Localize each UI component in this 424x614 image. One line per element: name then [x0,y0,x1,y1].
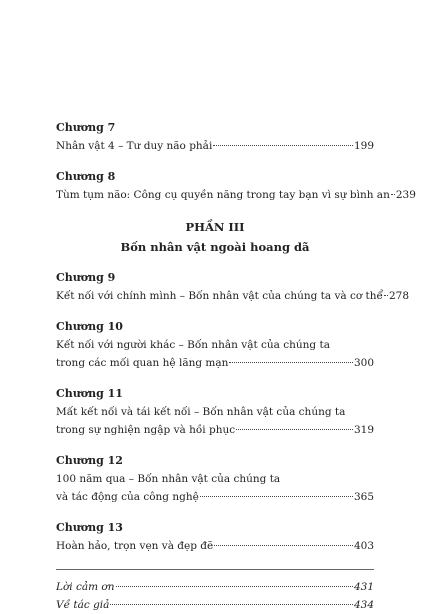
page-number: 300 [353,357,374,369]
entry-title: Lời cảm ơn [56,581,115,593]
dot-leader [384,295,388,296]
chapter-label: Chương 8 [56,170,116,183]
toc-chapter-10 [56,319,374,372]
toc-chapter-13 [56,520,374,555]
part-subtitle: Bốn nhân vật ngoài hoang dã [120,240,310,254]
part-heading [56,218,374,256]
toc-entry-acknowledgements [56,578,374,596]
toc-chapter-11 [56,386,374,439]
entry-title: Hoàn hảo, trọn vẹn và đẹp đẽ [56,540,214,552]
dot-leader [116,586,353,587]
toc-entry [56,421,374,439]
page-number: 278 [389,290,410,302]
toc-entry-about-author [56,596,374,614]
dot-leader [236,429,353,430]
page-number: 319 [353,424,374,436]
toc-entry [56,287,410,305]
entry-title: Nhân vật 4 – Tư duy não phải [56,140,213,152]
entry-title-line: Kết nối với người khác – Bốn nhân vật của chúng ta [56,339,330,351]
page-number: 403 [353,540,374,552]
entry-title: trong các mối quan hệ lãng mạn [56,357,229,369]
section-divider [56,569,374,570]
chapter-label: Chương 10 [56,320,123,333]
chapter-label: Chương 9 [56,271,116,284]
page-number: 239 [395,189,416,201]
entry-title: Tùm tụm não: Công cụ quyền năng trong tay bạn vì sự bình an [56,189,390,201]
dot-leader [200,496,353,497]
table-of-contents [56,120,416,614]
chapter-label: Chương 7 [56,121,116,134]
toc-entry [56,354,374,372]
page-number: 199 [353,140,374,152]
dot-leader [391,194,395,195]
page-number: 434 [353,599,374,611]
entry-title: Kết nối với chính mình – Bốn nhân vật của chúng ta và cơ thể [56,290,383,302]
entry-title: Về tác giả [56,599,110,611]
dot-leader [214,545,353,546]
entry-title-line: Mất kết nối và tái kết nối – Bốn nhân vật của chúng ta [56,406,346,418]
entry-title: trong sự nghiện ngập và hồi phục [56,424,236,436]
part-title: PHẦN III [185,220,245,234]
dot-leader [213,145,353,146]
entry-title-line: 100 năm qua – Bốn nhân vật của chúng ta [56,473,281,485]
toc-entry [56,537,374,555]
toc-chapter-12 [56,453,374,506]
toc-chapter-7 [56,120,374,155]
toc-entry [56,137,374,155]
toc-chapter-8 [56,169,416,204]
dot-leader [110,604,353,605]
dot-leader [229,362,353,363]
chapter-label: Chương 11 [56,387,123,400]
page-number: 431 [353,581,374,593]
entry-title: và tác động của công nghệ [56,491,199,503]
chapter-label: Chương 12 [56,454,123,467]
chapter-label: Chương 13 [56,521,123,534]
page-number: 365 [353,491,374,503]
toc-entry [56,186,416,204]
toc-chapter-9 [56,270,410,305]
toc-entry [56,488,374,506]
